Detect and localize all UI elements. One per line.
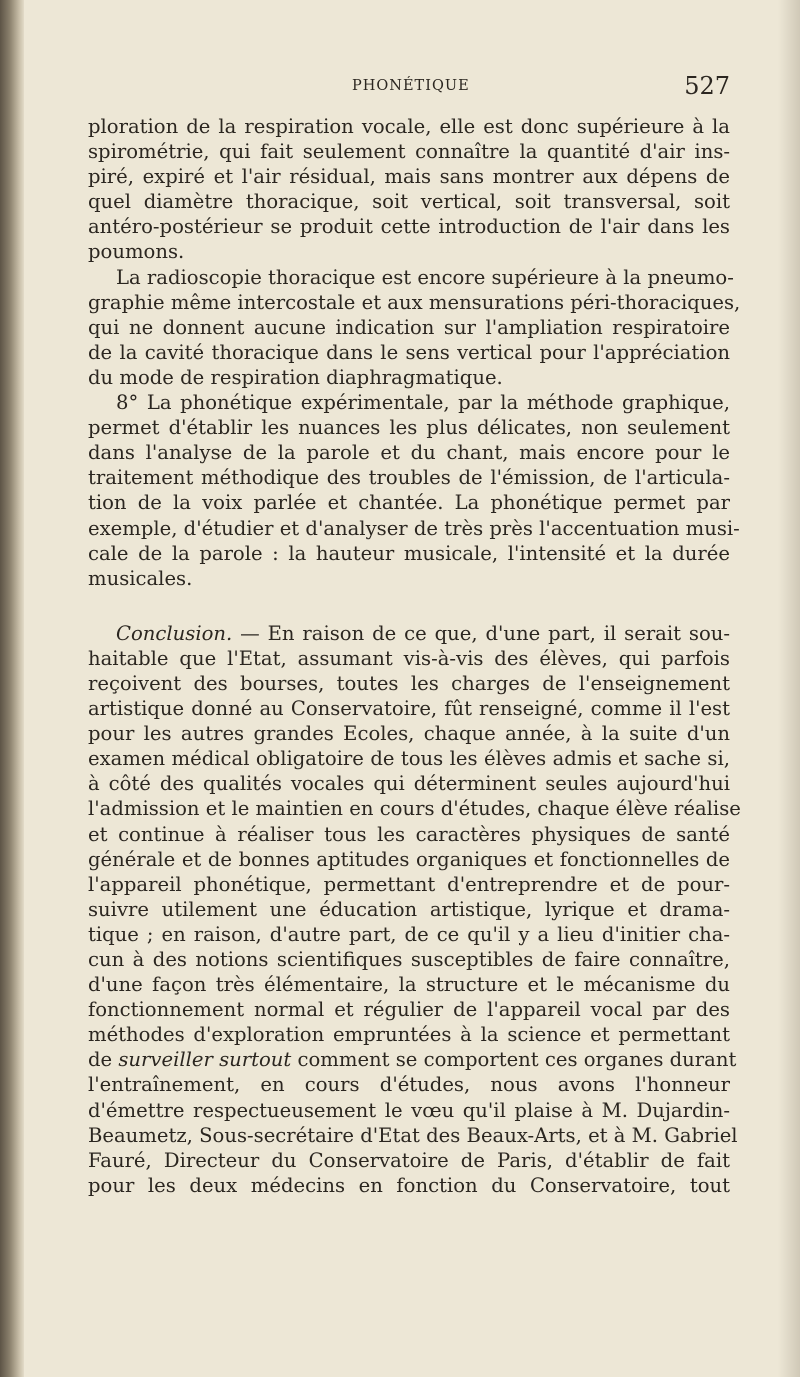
emphasis-text: surveiller surtout [118, 1048, 292, 1072]
text-line: reçoivent des bourses, toutes les charges de l'enseignement [88, 671, 730, 695]
text-line: La radioscopie thoracique est encore supérieure à la pneumo- [116, 265, 734, 289]
text-fragment: — En raison de ce que, d'une part, il serait sou- [232, 621, 730, 645]
text-line: d'émettre respectueusement le vœu qu'il plaise à M. Dujardin- [88, 1098, 730, 1122]
text-fragment: de [88, 1048, 119, 1072]
text-line: cale de la parole : la hauteur musicale, l'intensité et la durée [88, 541, 730, 565]
text-line: piré, expiré et l'air résidual, mais sans montrer aux dépens de [88, 165, 730, 189]
text-line: graphie même intercostale et aux mensurations péri-thoraciques, [88, 290, 741, 314]
text-line: à côté des qualités vocales qui déterminent seules aujourd'hui [88, 772, 730, 796]
text-line: artistique donné au Conservatoire, fût renseigné, comme il l'est [88, 697, 730, 721]
conclusion-title: Conclusion. [116, 621, 233, 645]
text-line: Beaumetz, Sous-secrétaire d'Etat des Beaux-Arts, et à M. Gabriel [88, 1123, 738, 1147]
text-line: permet d'établir les nuances les plus délicates, non seulement [88, 416, 730, 440]
section-gap [88, 591, 730, 621]
text-line: dans l'analyse de la parole et du chant, mais encore pour le [88, 441, 730, 465]
text-line: 8° La phonétique expérimentale, par la méthode graphique, [116, 391, 730, 415]
text-line: fonctionnement normal et régulier de l'appareil vocal par des [88, 998, 730, 1022]
text-line: musicales. [88, 566, 193, 590]
text-line: générale et de bonnes aptitudes organiques et fonctionnelles de [88, 847, 730, 871]
text-line: antéro-postérieur se produit cette introduction de l'air dans les [88, 215, 730, 239]
page-number: 527 [684, 72, 730, 100]
paragraph [88, 114, 730, 265]
body-text [88, 114, 741, 1198]
text-line: tion de la voix parlée et chantée. La phonétique permet par [88, 491, 730, 515]
text-line: cun à des notions scientifiques susceptibles de faire connaître, [88, 948, 730, 971]
text-line: examen médical obligatoire de tous les élèves admis et sache si, [88, 747, 730, 771]
text-line: Fauré, Directeur du Conservatoire de Paris, d'établir de fait [88, 1148, 730, 1172]
text-line: spirométrie, qui fait seulement connaître la quantité d'air ins- [88, 140, 730, 164]
page-edge-shadow [778, 0, 800, 1377]
text-line: méthodes d'exploration empruntées à la science et permettant [88, 1023, 730, 1047]
book-spine-shadow [0, 0, 24, 1377]
text-line: du mode de respiration diaphragmatique. [88, 365, 503, 389]
text-line: poumons. [88, 240, 185, 264]
text-fragment: comment se comportent ces organes durant [291, 1048, 737, 1072]
paragraph [88, 265, 741, 390]
text-line: tique ; en raison, d'autre part, de ce qu'il y a lieu d'initier cha- [88, 922, 730, 946]
page-header [88, 72, 730, 102]
text-line: traitement méthodique des troubles de l'émission, de l'articula- [88, 466, 730, 490]
text-line: pour les deux médecins en fonction du Conservatoire, tout [88, 1173, 730, 1197]
text-line [88, 621, 730, 646]
text-line: exemple, d'étudier et d'analyser de très près l'accentuation musi- [88, 516, 740, 540]
text-line: pour les autres grandes Ecoles, chaque année, à la suite d'un [88, 722, 730, 746]
text-line: l'admission et le maintien en cours d'études, chaque élève réalise [88, 797, 741, 821]
text-line: qui ne donnent aucune indication sur l'ampliation respiratoire [88, 315, 730, 339]
text-line [88, 1047, 737, 1072]
running-head: PHONÉTIQUE [352, 78, 470, 94]
text-line: haitable que l'Etat, assumant vis-à-vis des élèves, qui parfois [88, 646, 730, 670]
text-line: suivre utilement une éducation artistique, lyrique et drama- [88, 897, 730, 921]
conclusion-paragraph [88, 621, 741, 1198]
text-line: l'appareil phonétique, permettant d'entreprendre et de pour- [88, 872, 730, 896]
text-line: quel diamètre thoracique, soit vertical, soit transversal, soit [88, 190, 730, 214]
text-line: de la cavité thoracique dans le sens vertical pour l'appréciation [88, 340, 730, 364]
paragraph [88, 390, 740, 591]
text-line: d'une façon très élémentaire, la structure et le mécanisme du [88, 973, 730, 997]
text-line: l'entraînement, en cours d'études, nous avons l'honneur [88, 1073, 730, 1097]
text-line: et continue à réaliser tous les caractères physiques de santé [88, 822, 730, 846]
text-line: ploration de la respiration vocale, elle est donc supérieure à la [88, 115, 730, 138]
